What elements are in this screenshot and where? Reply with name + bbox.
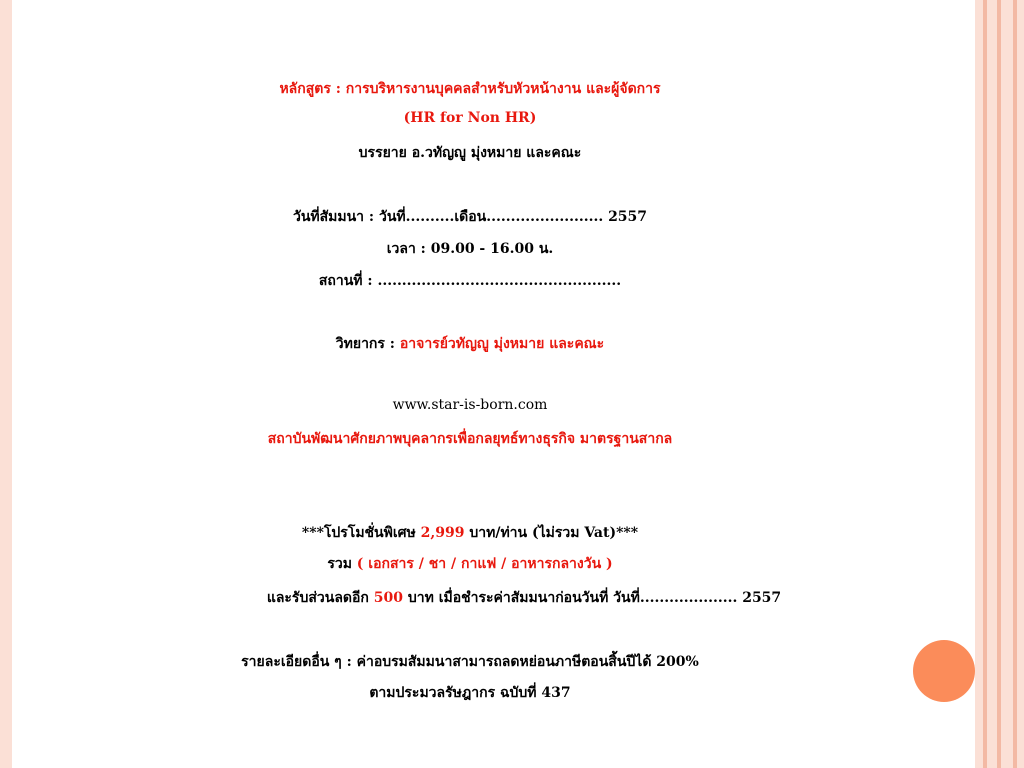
seminar-date: วันที่สัมมนา : วันที่..........เดือน........................ 2557 [292, 209, 648, 225]
speaker-line [0, 333, 940, 355]
includes-label: รวม [327, 556, 357, 572]
includes-items: ( เอกสาร / ชา / กาแฟ / อาหารกลางวัน ) [356, 556, 613, 572]
institute-name: สถาบันพัฒนาศักยภาพบุคลากรเพื่อกลยุทธ์ทางธุรกิจ มาตรฐานสากล [267, 431, 673, 447]
border-stripe [1001, 0, 1013, 768]
promotion-line [0, 522, 940, 544]
lecturer-line: บรรยาย อ.วทัญญู มุ่งหมาย และคณะ [358, 145, 582, 161]
details-line-2: ตามประมวลรัษฎากร ฉบับที่ 437 [369, 685, 571, 701]
border-stripe [987, 0, 997, 768]
speaker-name: อาจารย์วทัญญู มุ่งหมาย และคณะ [399, 336, 605, 352]
discount-suffix: บาท เมื่อชำระค่าสัมมนาก่อนวันที่ วันที่.................... 2557 [402, 590, 782, 606]
discount-line [0, 587, 1024, 609]
website-link[interactable]: www.star-is-born.com [392, 397, 548, 413]
border-stripe [1017, 0, 1024, 768]
promo-suffix: บาท/ท่าน (ไม่รวม Vat)*** [464, 525, 639, 541]
speaker-label: วิทยากร : [335, 336, 400, 352]
discount-prefix: และรับส่วนลดอีก [266, 590, 374, 606]
includes-line [0, 553, 940, 575]
border-stripe [975, 0, 983, 768]
discount-amount: 500 [373, 590, 403, 606]
course-subtitle: (HR for Non HR) [403, 110, 537, 126]
promo-prefix: ***โปรโมชั่นพิเศษ [301, 525, 421, 541]
seminar-venue: สถานที่ : .................................................. [318, 273, 622, 289]
right-border-stripes [975, 0, 1024, 768]
seminar-time: เวลา : 09.00 - 16.00 น. [386, 241, 554, 257]
promo-price: 2,999 [420, 525, 465, 541]
course-title: หลักสูตร : การบริหารงานบุคคลสำหรับหัวหน้างาน และผู้จัดการ [279, 81, 661, 97]
details-line-1: รายละเอียดอื่น ๆ : ค่าอบรมสัมมนาสามารถลดหย่อนภาษีตอนสิ้นปีได้ 200% [241, 654, 699, 670]
